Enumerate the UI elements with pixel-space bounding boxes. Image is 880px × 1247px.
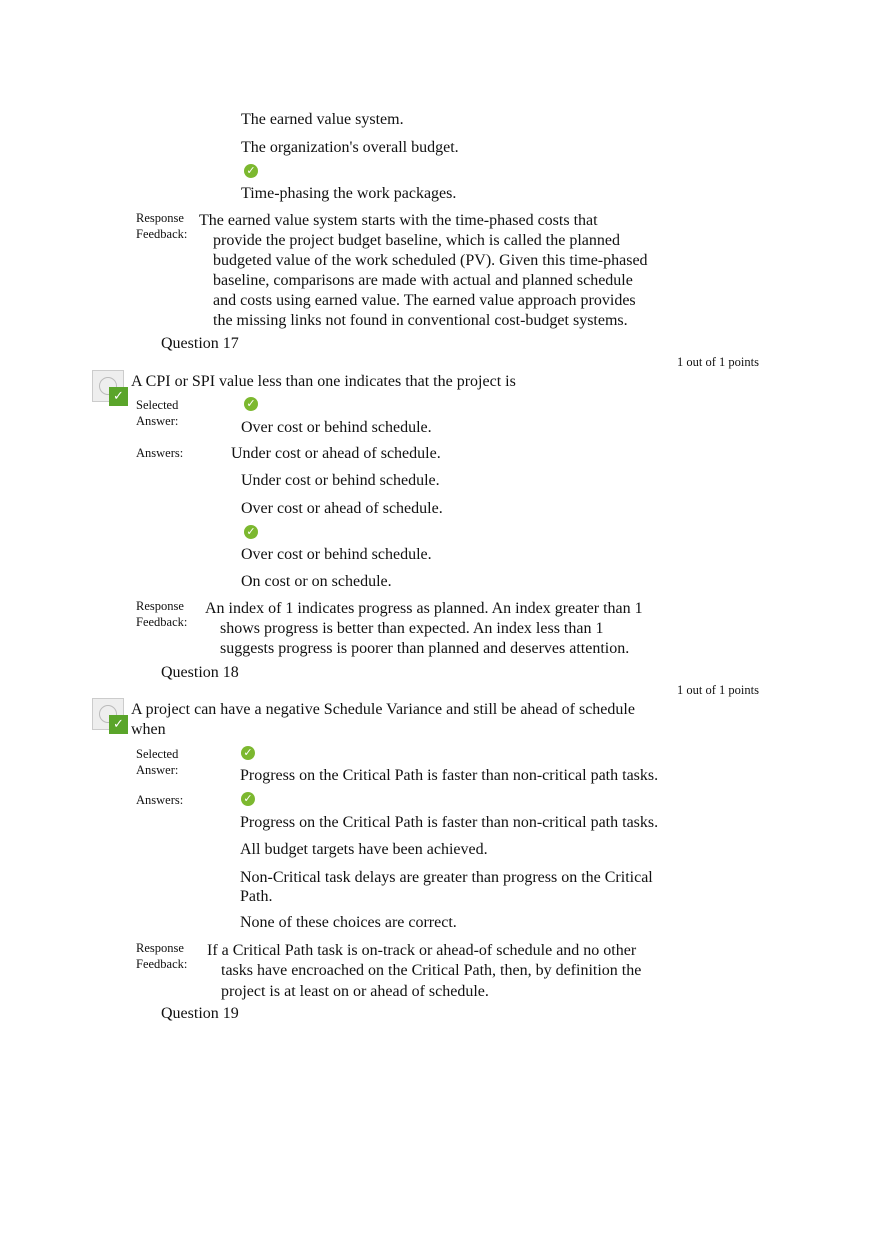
- question-text: A CPI or SPI value less than one indicates that the project is: [131, 373, 516, 390]
- answer-option: The organization's overall budget.: [241, 139, 459, 156]
- selected-answer: Over cost or behind schedule.: [241, 419, 432, 436]
- answer-option: All budget targets have been achieved.: [240, 841, 488, 858]
- correct-check-icon: ✓: [241, 792, 255, 806]
- feedback-text: the missing links not found in conventional cost-budget systems.: [213, 312, 628, 329]
- answer-option: Progress on the Critical Path is faster than non-critical path tasks.: [240, 814, 659, 831]
- feedback-label: Feedback:: [136, 957, 188, 971]
- feedback-text: suggests progress is poorer than planned and deserves attention.: [220, 640, 630, 657]
- correct-check-icon: ✓: [241, 746, 255, 760]
- feedback-label: Response: [136, 941, 184, 955]
- answer-option: None of these choices are correct.: [240, 914, 457, 931]
- answer-option: Under cost or ahead of schedule.: [231, 445, 441, 462]
- answer-option: Under cost or behind schedule.: [241, 472, 440, 489]
- selected-answer: Progress on the Critical Path is faster than non-critical path tasks.: [240, 767, 659, 784]
- feedback-label: Feedback:: [136, 615, 188, 629]
- answer-option: The earned value system.: [241, 111, 404, 128]
- feedback-label: Feedback:: [136, 227, 188, 241]
- feedback-text: and costs using earned value. The earned value approach provides: [213, 292, 636, 309]
- feedback-label: Response: [136, 599, 184, 613]
- selected-label: Selected: [136, 398, 179, 412]
- question-title: Question 19: [161, 1005, 239, 1022]
- feedback-text: The earned value system starts with the time-phased costs that: [199, 212, 598, 229]
- feedback-text: provide the project budget baseline, which is called the planned: [213, 232, 620, 249]
- answer-option: Path.: [240, 888, 273, 905]
- feedback-text: tasks have encroached on the Critical Path, then, by definition the: [221, 962, 642, 979]
- selected-label: Answer:: [136, 414, 179, 428]
- answers-label: Answers:: [136, 793, 184, 807]
- correct-check-icon: ✓: [244, 525, 258, 539]
- feedback-label: Response: [136, 211, 184, 225]
- question-title: Question 18: [161, 664, 239, 681]
- points: 1 out of 1 points: [677, 355, 759, 369]
- question-correct-icon: ✓: [92, 370, 128, 406]
- points: 1 out of 1 points: [677, 683, 759, 697]
- question-text: A project can have a negative Schedule Variance and still be ahead of schedule: [131, 701, 635, 718]
- answer-option: On cost or on schedule.: [241, 573, 392, 590]
- selected-label: Answer:: [136, 763, 179, 777]
- answers-label: Answers:: [136, 446, 184, 460]
- question-correct-icon: ✓: [92, 698, 128, 734]
- feedback-text: shows progress is better than expected. An index less than 1: [220, 620, 604, 637]
- feedback-text: If a Critical Path task is on-track or ahead-of schedule and no other: [207, 942, 637, 959]
- answer-option: Non-Critical task delays are greater than progress on the Critical: [240, 869, 653, 886]
- feedback-text: baseline, comparisons are made with actual and planned schedule: [213, 272, 633, 289]
- correct-check-icon: ✓: [244, 397, 258, 411]
- selected-label: Selected: [136, 747, 179, 761]
- correct-check-icon: ✓: [244, 164, 258, 178]
- feedback-text: project is at least on or ahead of schedule.: [221, 983, 489, 1000]
- answer-option: Time-phasing the work packages.: [241, 185, 457, 202]
- question-title: Question 17: [161, 335, 239, 352]
- feedback-text: An index of 1 indicates progress as planned. An index greater than 1: [205, 600, 643, 617]
- answer-option: Over cost or ahead of schedule.: [241, 500, 443, 517]
- answer-option: Over cost or behind schedule.: [241, 546, 432, 563]
- question-text: when: [131, 721, 166, 738]
- feedback-text: budgeted value of the work scheduled (PV). Given this time-phased: [213, 252, 648, 269]
